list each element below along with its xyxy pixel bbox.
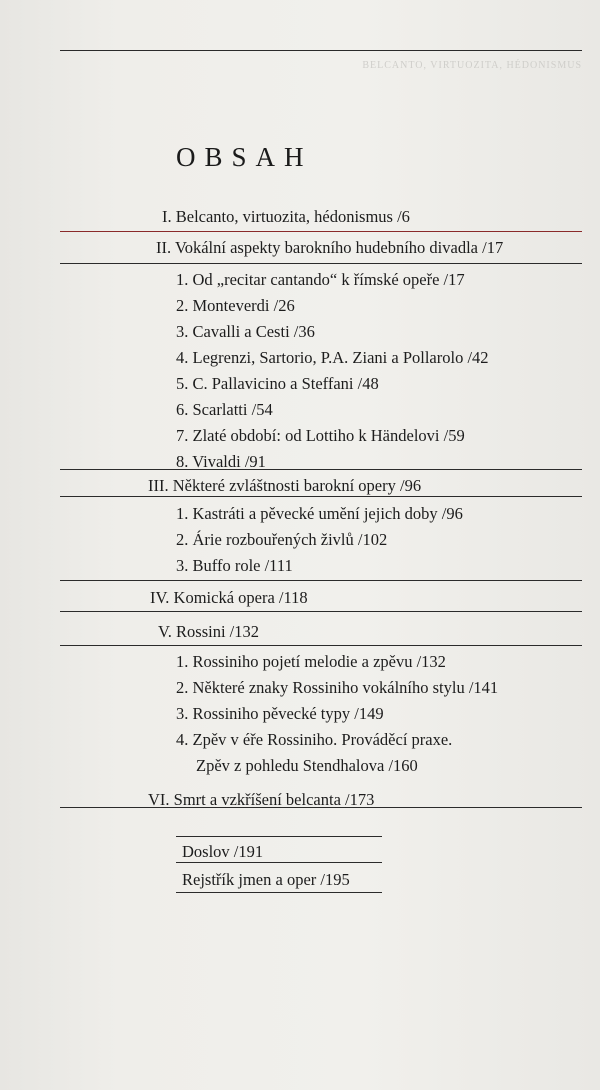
toc-entry-chapter-4: IV. Komická opera /118 [150, 588, 308, 607]
toc-entry-section: 2. Árie rozbouřených živlů /102 [176, 530, 388, 549]
toc-entry-afterword: Doslov /191 [182, 842, 264, 861]
toc-entry-section: 1. Od „recitar cantando“ k římské opeře /17 [176, 270, 465, 289]
toc-rule-short [176, 892, 382, 893]
toc-rule [60, 263, 582, 264]
toc-entry-chapter-5: V. Rossini /132 [158, 622, 260, 641]
toc-entry-section: 1. Rossiniho pojetí melodie a zpěvu /132 [176, 652, 446, 671]
toc-entry-section: 4. Zpěv v éře Rossiniho. Prováděcí praxe. [176, 730, 453, 749]
toc-entry-chapter-2: II. Vokální aspekty barokního hudebního divadla /17 [156, 238, 504, 257]
toc-entry-section-continued: Zpěv z pohledu Stendhalova /160 [196, 756, 418, 775]
toc-rule [60, 611, 582, 612]
toc-entry-section: 4. Legrenzi, Sartorio, P.A. Ziani a Pollarolo /42 [176, 348, 489, 367]
running-head: BELCANTO, VIRTUOZITA, HÉDONISMUS [362, 60, 582, 71]
toc-entry-section: 3. Cavalli a Cesti /36 [176, 322, 315, 341]
toc-entry-section: 7. Zlaté období: od Lottiho k Händelovi /59 [176, 426, 465, 445]
toc-rule [60, 469, 582, 470]
toc-entry-index: Rejstřík jmen a oper /195 [182, 870, 350, 889]
toc-rule [60, 645, 582, 646]
toc-entry-section: 8. Vivaldi /91 [176, 452, 266, 471]
toc-entry-chapter-3: III. Některé zvláštnosti barokní opery /96 [148, 476, 422, 495]
toc-title: OBSAH [176, 142, 313, 172]
header-rule [60, 50, 582, 51]
toc-rule [60, 580, 582, 581]
toc-entry-section: 3. Buffo role /111 [176, 556, 293, 575]
toc-rule-short [176, 862, 382, 863]
toc-rule-short [176, 836, 382, 837]
toc-entry-section: 3. Rossiniho pěvecké typy /149 [176, 704, 384, 723]
toc-rule [60, 807, 582, 808]
toc-rule [60, 496, 582, 497]
toc-entry-chapter-6: VI. Smrt a vzkříšení belcanta /173 [148, 790, 375, 809]
toc-entry-section: 1. Kastráti a pěvecké umění jejich doby /96 [176, 504, 463, 523]
toc-rule [60, 231, 582, 232]
toc-entry-section: 2. Monteverdi /26 [176, 296, 295, 315]
toc-entry-section: 2. Některé znaky Rossiniho vokálního stylu /141 [176, 678, 499, 697]
toc-entry-section: 5. C. Pallavicino a Steffani /48 [176, 374, 379, 393]
toc-entry-section: 6. Scarlatti /54 [176, 400, 273, 419]
toc-entry-chapter-1: I. Belcanto, virtuozita, hédonismus /6 [162, 207, 410, 226]
